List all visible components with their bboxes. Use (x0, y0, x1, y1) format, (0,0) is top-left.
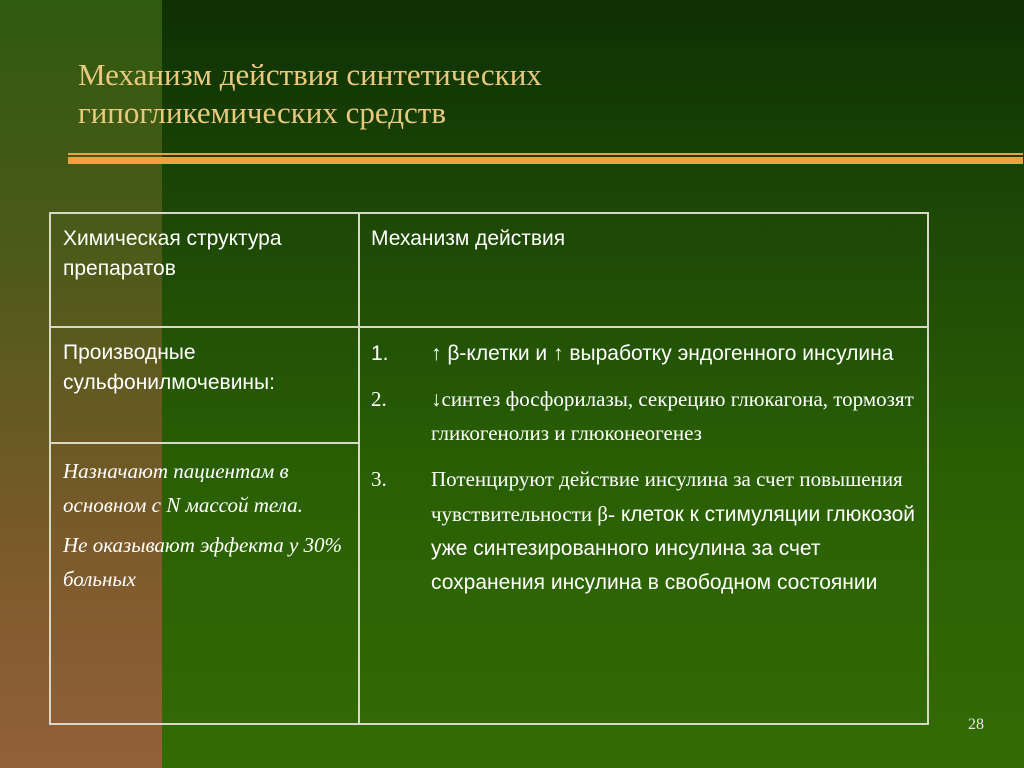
title-divider-thin (68, 153, 1023, 155)
list-item (369, 462, 919, 600)
usage-note-efficacy: Не оказывают эффекта у 30% больных (63, 533, 343, 591)
slide-title (78, 56, 978, 132)
list-item-text: ↑ β-клетки и ↑ выработку эндогенного инсулина (431, 342, 894, 365)
table-header-structure: Химическая структура препаратов (63, 227, 282, 280)
page-number: 28 (968, 716, 984, 733)
table-header-divider (51, 326, 927, 328)
list-item (369, 382, 919, 450)
slide-title-line1: Механизм действия синтетических (78, 57, 542, 92)
list-item-number: 2. (371, 387, 387, 411)
list-item-number: 1. (371, 342, 389, 365)
table-row-divider (51, 442, 358, 444)
list-item-text-sans: клеток к стимуляции глюкозой уже синтезированного инсулина за счет сохранения инсулина в свободном состоянии (431, 503, 915, 594)
list-item-text-serif: Потенцируют действие инсулина за счет повышения чувствительности β- (431, 467, 903, 526)
mechanism-table (49, 212, 929, 725)
table-header-mechanism: Механизм действия (371, 227, 566, 250)
table-cell-usage-notes (63, 454, 355, 602)
table-cell-drug-class: Производные сульфонилмочевины: (63, 341, 275, 394)
list-item-text: ↓синтез фосфорилазы, секрецию глюкагона, тормозят гликогенолиз и глюконеогенез (431, 387, 914, 445)
table-column-divider (358, 214, 360, 723)
usage-note-indication: Назначают пациентам в основном с N массой тела. (63, 459, 303, 517)
title-divider-thick (68, 157, 1023, 164)
list-item-number: 3. (371, 467, 387, 491)
mechanism-list (369, 338, 919, 612)
list-item (369, 338, 919, 370)
slide-title-line2: гипогликемических средств (78, 95, 446, 130)
